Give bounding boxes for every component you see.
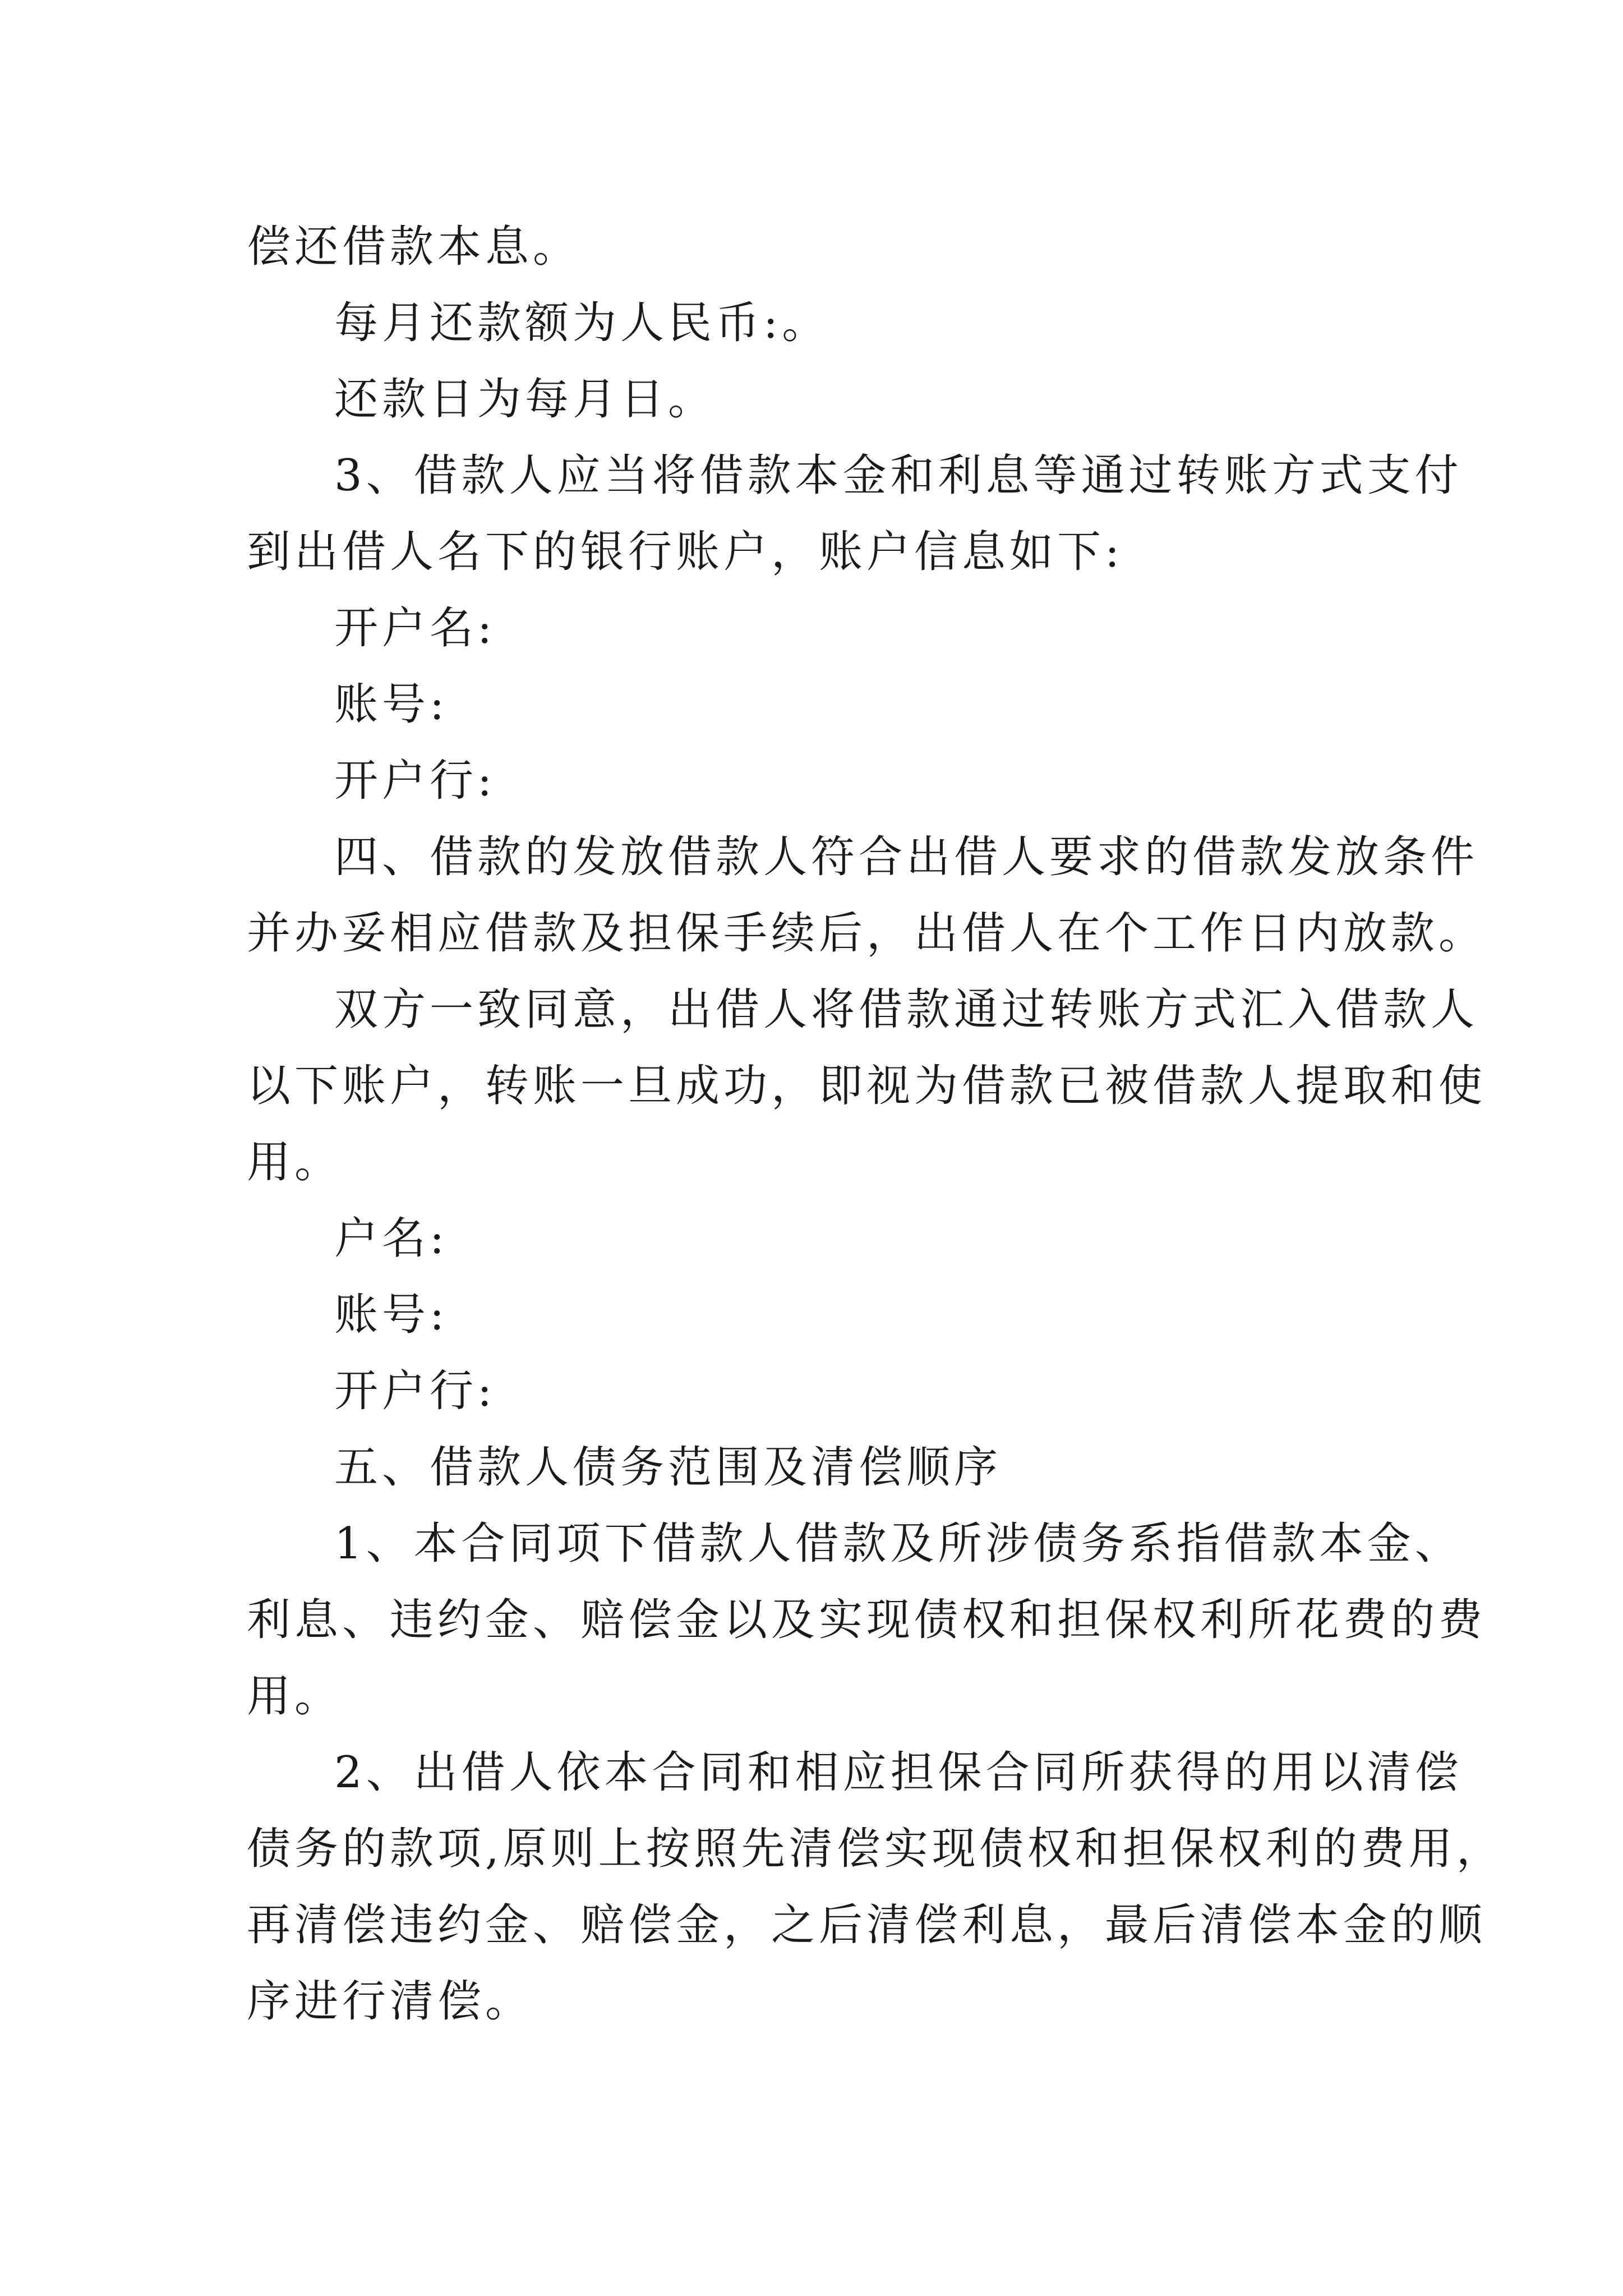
paragraph-line: 债务的款项,原则上按照先清偿实现债权和担保权利的费用， — [247, 1824, 1504, 1874]
document-body — [247, 209, 1504, 2040]
paragraph-line: 开户行: — [334, 756, 496, 806]
paragraph-line: 1、本合同项下借款人借款及所涉债务系指借款本金、 — [334, 1519, 1463, 1569]
paragraph-line: 3、借款人应当将借款本金和利息等通过转账方式支付 — [334, 450, 1463, 501]
section-heading: 五、借款人债务范围及清偿顺序 — [334, 1442, 1002, 1493]
paragraph-line: 每月还款额为人民币:。 — [334, 298, 830, 348]
paragraph-line: 再清偿违约金、赔偿金，之后清偿利息，最后清偿本金的顺 — [247, 1900, 1487, 1950]
paragraph-line: 并办妥相应借款及担保手续后，出借人在个工作日内放款。 — [247, 908, 1487, 959]
paragraph-line: 账号: — [334, 679, 449, 730]
paragraph-line: 开户行: — [334, 1366, 496, 1416]
paragraph-line: 序进行清偿。 — [247, 1976, 533, 2027]
paragraph-line: 户名: — [334, 1213, 449, 1264]
paragraph-line: 用。 — [247, 1671, 343, 1722]
paragraph-line: 利息、违约金、赔偿金以及实现债权和担保权利所花费的费 — [247, 1595, 1487, 1645]
paragraph-line: 偿还借款本息。 — [247, 222, 581, 272]
paragraph-line: 还款日为每月日。 — [334, 374, 716, 425]
paragraph-line: 双方一致同意，出借人将借款通过转账方式汇入借款人 — [334, 984, 1479, 1035]
paragraph-line: 账号: — [334, 1290, 449, 1340]
paragraph-line: 用。 — [247, 1137, 343, 1188]
paragraph-line: 到出借人名下的银行账户，账户信息如下: — [247, 527, 1124, 577]
paragraph-line: 四、借款的发放借款人符合出借人要求的借款发放条件 — [334, 832, 1479, 882]
paragraph-line: 开户名: — [334, 603, 496, 654]
paragraph-line: 2、出借人依本合同和相应担保合同所获得的用以清偿 — [334, 1747, 1463, 1798]
paragraph-line: 以下账户，转账一旦成功，即视为借款已被借款人提取和使 — [247, 1061, 1487, 1111]
